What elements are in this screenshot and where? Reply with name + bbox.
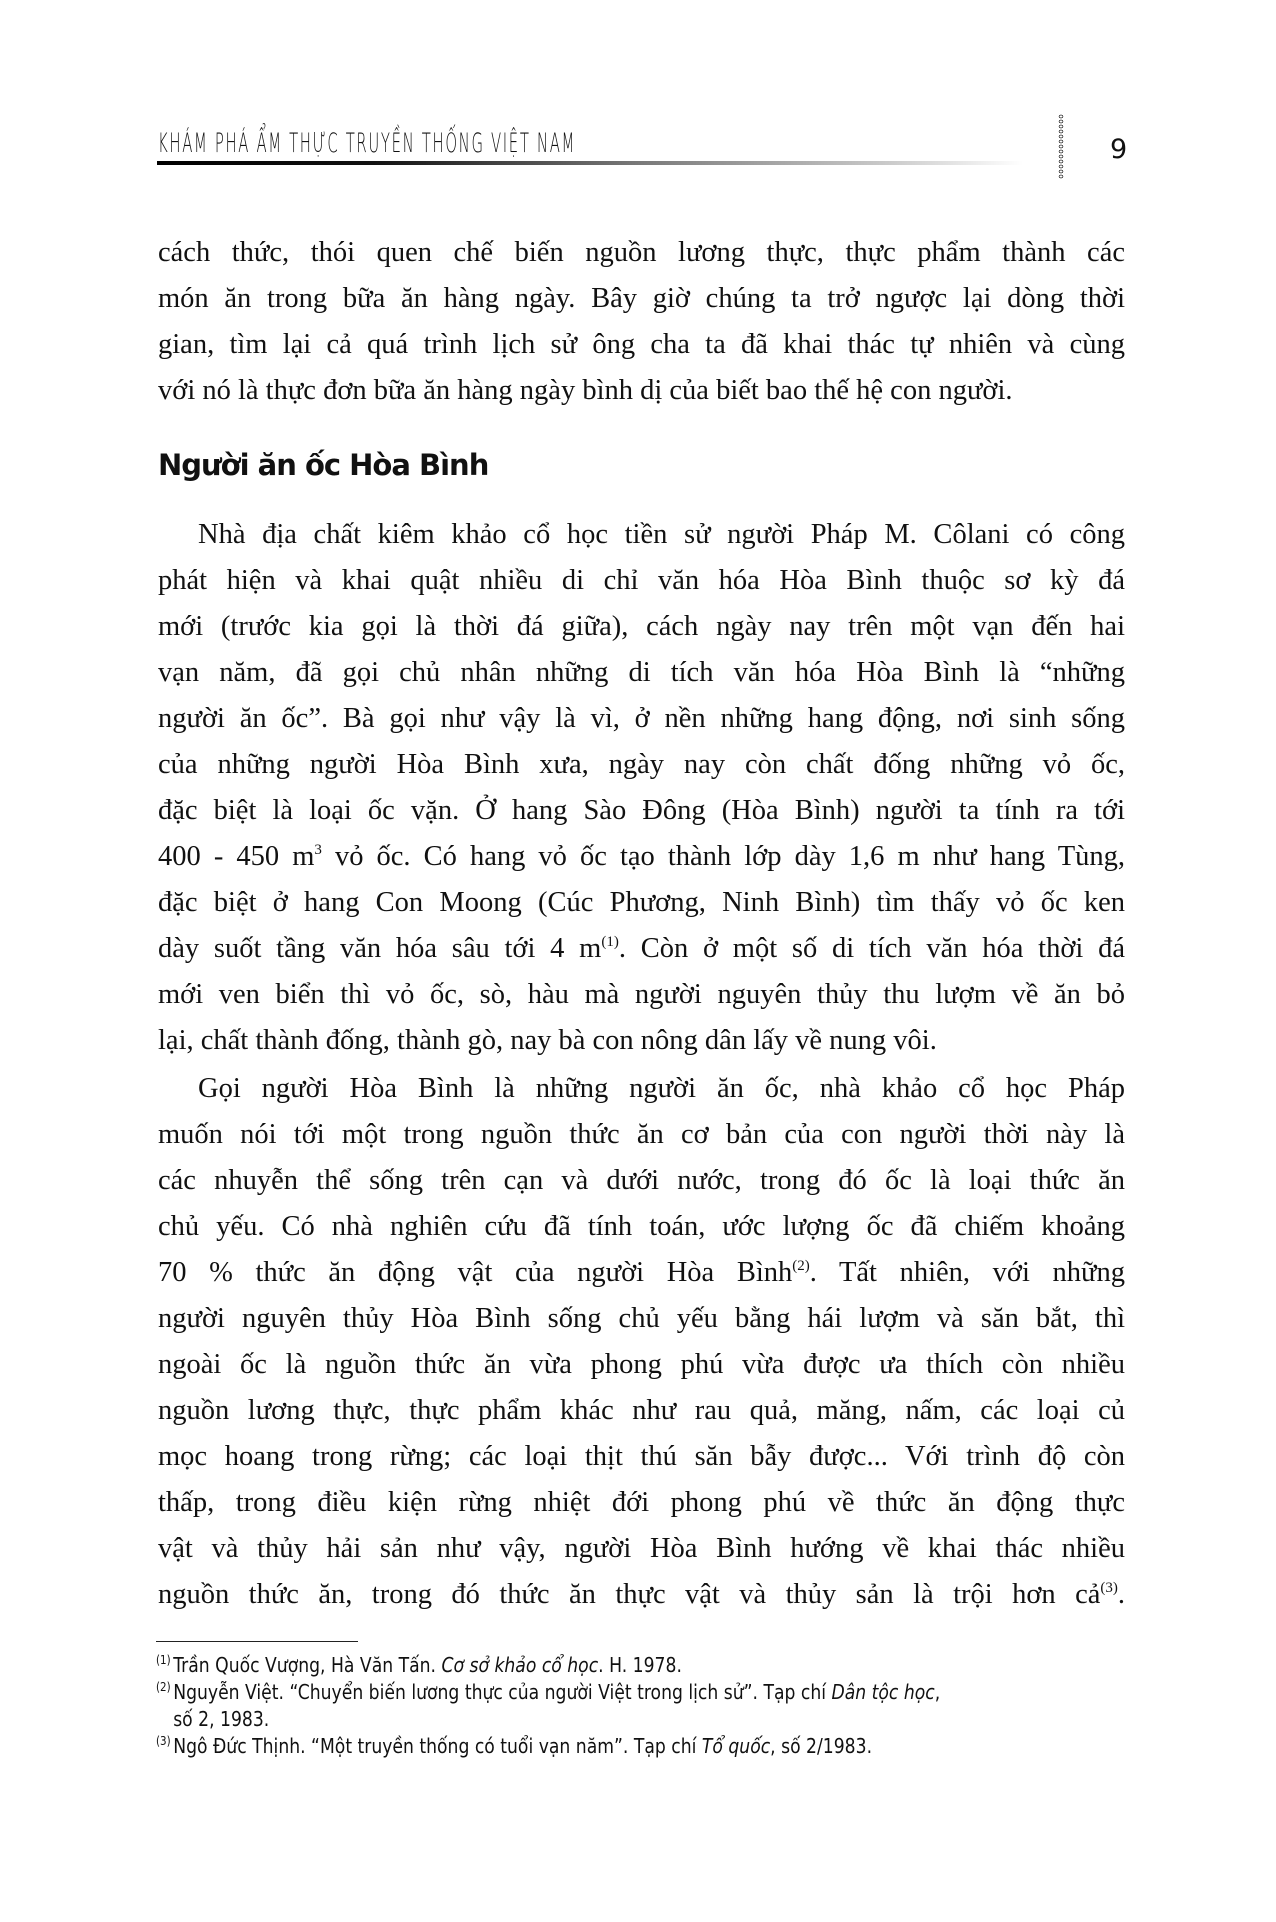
text-line (158, 926, 1125, 972)
text-run: Ngô Đức Thịnh. “Một truyền thống có tuổi vạn năm”. Tạp chí (173, 1734, 702, 1758)
text-line (158, 650, 1125, 696)
text-line (158, 368, 1125, 414)
footnote-rule (156, 1641, 358, 1642)
text-run: nguồn lương thực, thực phẩm khác như rau quả, măng, nấm, các loại củ (158, 1395, 1125, 1426)
text-run: đặc biệt ở hang Con Moong (Cúc Phương, Ninh Bình) tìm thấy vỏ ốc ken (158, 887, 1125, 918)
italic-title: Cơ sở khảo cổ học (441, 1653, 599, 1677)
text-run: mới (trước kia gọi là thời đá giữa), cách ngày nay trên một vạn đến hai (158, 611, 1125, 642)
intro-paragraph (158, 230, 1125, 414)
text-line (158, 604, 1125, 650)
text-run: phát hiện và khai quật nhiều di chỉ văn hóa Hòa Bình thuộc sơ kỳ đá (158, 565, 1125, 596)
footnote-line (156, 1679, 995, 1706)
footnote (156, 1733, 1131, 1760)
text-run: người ăn ốc”. Bà gọi như vậy là vì, ở nền những hang động, nơi sinh sống (158, 703, 1125, 734)
page-number: 9 (1110, 134, 1128, 165)
text-run: . (1117, 1579, 1125, 1610)
text-line (158, 972, 1125, 1018)
text-run: ngoài ốc là nguồn thức ăn vừa phong phú vừa được ưa thích còn nhiều (158, 1349, 1125, 1380)
footnote-marker: (1) (156, 1653, 171, 1667)
text-run: . H. 1978. (598, 1653, 682, 1677)
italic-title: Tổ quốc (701, 1734, 771, 1758)
text-run: , (934, 1680, 941, 1704)
text-run: cách thức, thói quen chế biến nguồn lương thực, thực phẩm thành các (158, 237, 1125, 268)
text-line (158, 276, 1125, 322)
text-run: nguồn thức ăn, trong đó thức ăn thực vật và thủy sản là trội hơn cả (158, 1579, 1101, 1610)
text-run: thấp, trong điều kiện rừng nhiệt đới phong phú về thức ăn động thực (158, 1487, 1125, 1518)
text-line (158, 230, 1125, 276)
text-run: Nhà địa chất kiêm khảo cổ học tiền sử người Pháp M. Côlani có công (198, 519, 1125, 550)
text-line (158, 834, 1125, 880)
footnote-line (156, 1652, 995, 1679)
text-line (158, 1434, 1125, 1480)
text-run: mọc hoang trong rừng; các loại thịt thú săn bẫy được... Với trình độ còn (158, 1441, 1125, 1472)
text-run: Trần Quốc Vượng, Hà Văn Tấn. (173, 1653, 442, 1677)
body-paragraph (158, 512, 1125, 1064)
footnote-marker: 3 (314, 842, 322, 858)
text-line (158, 1112, 1125, 1158)
text-run: mới ven biển thì vỏ ốc, sò, hàu mà người nguyên thủy thu lượm về ăn bỏ (158, 979, 1125, 1010)
text-run: chủ yếu. Có nhà nghiên cứu đã tính toán, ước lượng ốc đã chiếm khoảng (158, 1211, 1125, 1242)
text-run: lại, chất thành đống, thành gò, nay bà con nông dân lấy về nung vôi. (158, 1025, 937, 1056)
text-line (158, 1342, 1125, 1388)
text-run: người nguyên thủy Hòa Bình sống chủ yếu bằng hái lượm và săn bắt, thì (158, 1303, 1125, 1334)
footnote-marker: (3) (1100, 1580, 1118, 1596)
body-paragraph (158, 1066, 1125, 1618)
text-line (158, 1296, 1125, 1342)
text-line (158, 1250, 1125, 1296)
text-run: dày suốt tầng văn hóa sâu tới 4 m (158, 933, 602, 964)
text-run: 400 - 450 m (158, 841, 315, 872)
text-line (158, 512, 1125, 558)
text-line (158, 880, 1125, 926)
text-run: vỏ ốc. Có hang vỏ ốc tạo thành lớp dày 1,6 m như hang Tùng, (321, 841, 1125, 872)
footnote-marker: (3) (156, 1734, 171, 1748)
text-run: đặc biệt là loại ốc vặn. Ở hang Sào Đông (Hòa Bình) người ta tính ra tới (158, 795, 1125, 826)
text-run: . Tất nhiên, với những (809, 1257, 1125, 1288)
footnote (156, 1652, 1131, 1679)
text-run: vạn năm, đã gọi chủ nhân những di tích văn hóa Hòa Bình là “những (158, 657, 1125, 688)
text-line (158, 742, 1125, 788)
footnote (156, 1679, 1131, 1733)
text-run: vật và thủy hải sản như vậy, người Hòa Bình hướng về khai thác nhiều (158, 1533, 1125, 1564)
text-line (158, 1480, 1125, 1526)
text-run: , số 2/1983. (770, 1734, 873, 1758)
footnote-marker: (2) (792, 1258, 810, 1274)
footnote-line (156, 1733, 995, 1760)
footnotes (156, 1652, 1131, 1760)
text-line (158, 1018, 1125, 1064)
text-line (158, 1572, 1125, 1618)
text-line (158, 1158, 1125, 1204)
running-head-divider (1058, 114, 1064, 179)
text-line (158, 788, 1125, 834)
text-run: . Còn ở một số di tích văn hóa thời đá (618, 933, 1125, 964)
footnote-marker: (2) (156, 1680, 171, 1694)
text-line (158, 696, 1125, 742)
italic-title: Dân tộc học (831, 1680, 935, 1704)
text-run: món ăn trong bữa ăn hàng ngày. Bây giờ chúng ta trở ngược lại dòng thời (158, 283, 1125, 314)
text-line (158, 1066, 1125, 1112)
text-run: muốn nói tới một trong nguồn thức ăn cơ bản của con người thời này là (158, 1119, 1125, 1150)
text-line (158, 1204, 1125, 1250)
text-run: Gọi người Hòa Bình là những người ăn ốc, nhà khảo cổ học Pháp (198, 1073, 1125, 1104)
text-run: Nguyễn Việt. “Chuyển biến lương thực của người Việt trong lịch sử”. Tạp chí (173, 1680, 832, 1704)
text-line (158, 558, 1125, 604)
text-line (158, 322, 1125, 368)
running-head-title: KHÁM PHÁ ẨM THỰC TRUYỀN THỐNG VIỆT NAM (158, 128, 576, 159)
footnote-line (156, 1706, 995, 1733)
running-head-rule (157, 161, 1023, 165)
text-run: của những người Hòa Bình xưa, ngày nay còn chất đống những vỏ ốc, (158, 749, 1125, 780)
text-run: các nhuyễn thể sống trên cạn và dưới nước, trong đó ốc là loại thức ăn (158, 1165, 1125, 1196)
text-line (158, 1526, 1125, 1572)
text-run: số 2, 1983. (173, 1707, 270, 1731)
text-line (158, 1388, 1125, 1434)
footnote-marker: (1) (601, 934, 619, 950)
text-run: gian, tìm lại cả quá trình lịch sử ông cha ta đã khai thác tự nhiên và cùng (158, 329, 1125, 360)
text-run: 70 % thức ăn động vật của người Hòa Bình (158, 1257, 793, 1288)
text-run: với nó là thực đơn bữa ăn hàng ngày bình dị của biết bao thế hệ con người. (158, 375, 1013, 406)
section-heading: Người ăn ốc Hòa Bình (158, 448, 489, 482)
